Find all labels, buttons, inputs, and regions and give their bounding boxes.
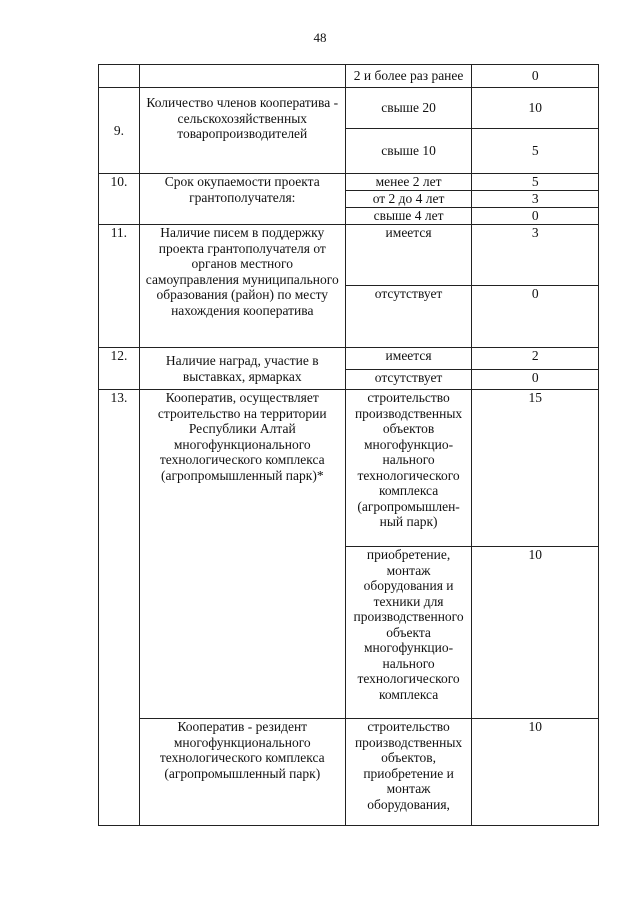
points-cell: 0 bbox=[472, 208, 599, 225]
criterion-cell: Срок окупаемости проекта грантополучателя: bbox=[139, 174, 345, 225]
page-number: 48 bbox=[313, 30, 327, 45]
value-cell: имеется bbox=[345, 225, 472, 286]
number-cell: 12. bbox=[99, 348, 140, 390]
number-cell: 10. bbox=[99, 174, 140, 225]
value-cell: отсутствует bbox=[345, 370, 472, 390]
points-cell: 0 bbox=[472, 286, 599, 348]
points-cell: 0 bbox=[472, 370, 599, 390]
points-cell: 2 bbox=[472, 348, 599, 370]
table-row bbox=[99, 390, 599, 547]
criterion-cell bbox=[139, 65, 345, 88]
value-cell: строительство производственных объектов многофункцио-нального технологического комплекса (агропромышлен-ный парк) bbox=[345, 390, 472, 547]
criterion-cell: Кооператив - резидент многофункционального технологического комплекса (агропромышленный парк) bbox=[139, 719, 345, 826]
value-cell: свыше 10 bbox=[345, 129, 472, 174]
table-row bbox=[99, 348, 599, 370]
value-cell: имеется bbox=[345, 348, 472, 370]
points-cell: 5 bbox=[472, 174, 599, 191]
points-cell: 0 bbox=[472, 65, 599, 88]
points-cell: 3 bbox=[472, 225, 599, 286]
number-cell bbox=[99, 65, 140, 88]
criterion-cell: Наличие наград, участие в выставках, ярмарках bbox=[139, 348, 345, 390]
number-cell: 13. bbox=[99, 390, 140, 826]
criterion-cell: Кооператив, осуществляет строительство на территории Республики Алтай многофункционального технологического комплекса (агропромышленный парк)* bbox=[139, 390, 345, 719]
table-row bbox=[99, 225, 599, 286]
table-row bbox=[99, 65, 599, 88]
points-cell: 15 bbox=[472, 390, 599, 547]
criterion-cell: Наличие писем в поддержку проекта грантополучателя от органов местного самоуправления муниципального образования (район) по месту нахождения кооператива bbox=[139, 225, 345, 348]
criteria-table bbox=[98, 64, 599, 826]
value-cell: отсутствует bbox=[345, 286, 472, 348]
value-cell: от 2 до 4 лет bbox=[345, 191, 472, 208]
points-cell: 10 bbox=[472, 88, 599, 129]
points-cell: 5 bbox=[472, 129, 599, 174]
table-row bbox=[99, 719, 599, 826]
value-cell: менее 2 лет bbox=[345, 174, 472, 191]
value-cell: свыше 4 лет bbox=[345, 208, 472, 225]
points-cell: 3 bbox=[472, 191, 599, 208]
points-cell: 10 bbox=[472, 719, 599, 826]
points-cell: 10 bbox=[472, 547, 599, 719]
criterion-cell: Количество членов кооператива - сельскохозяйственных товаропроизводителей bbox=[139, 88, 345, 174]
value-cell: 2 и более раз ранее bbox=[345, 65, 472, 88]
number-cell: 9. bbox=[99, 88, 140, 174]
number-cell: 11. bbox=[99, 225, 140, 348]
table-row bbox=[99, 174, 599, 191]
value-cell: приобретение, монтаж оборудования и техники для производственного объекта многофункцио-нального технологического комплекса bbox=[345, 547, 472, 719]
value-cell: строительство производственных объектов, приобретение и монтаж оборудования, bbox=[345, 719, 472, 826]
value-cell: свыше 20 bbox=[345, 88, 472, 129]
table-row bbox=[99, 88, 599, 129]
